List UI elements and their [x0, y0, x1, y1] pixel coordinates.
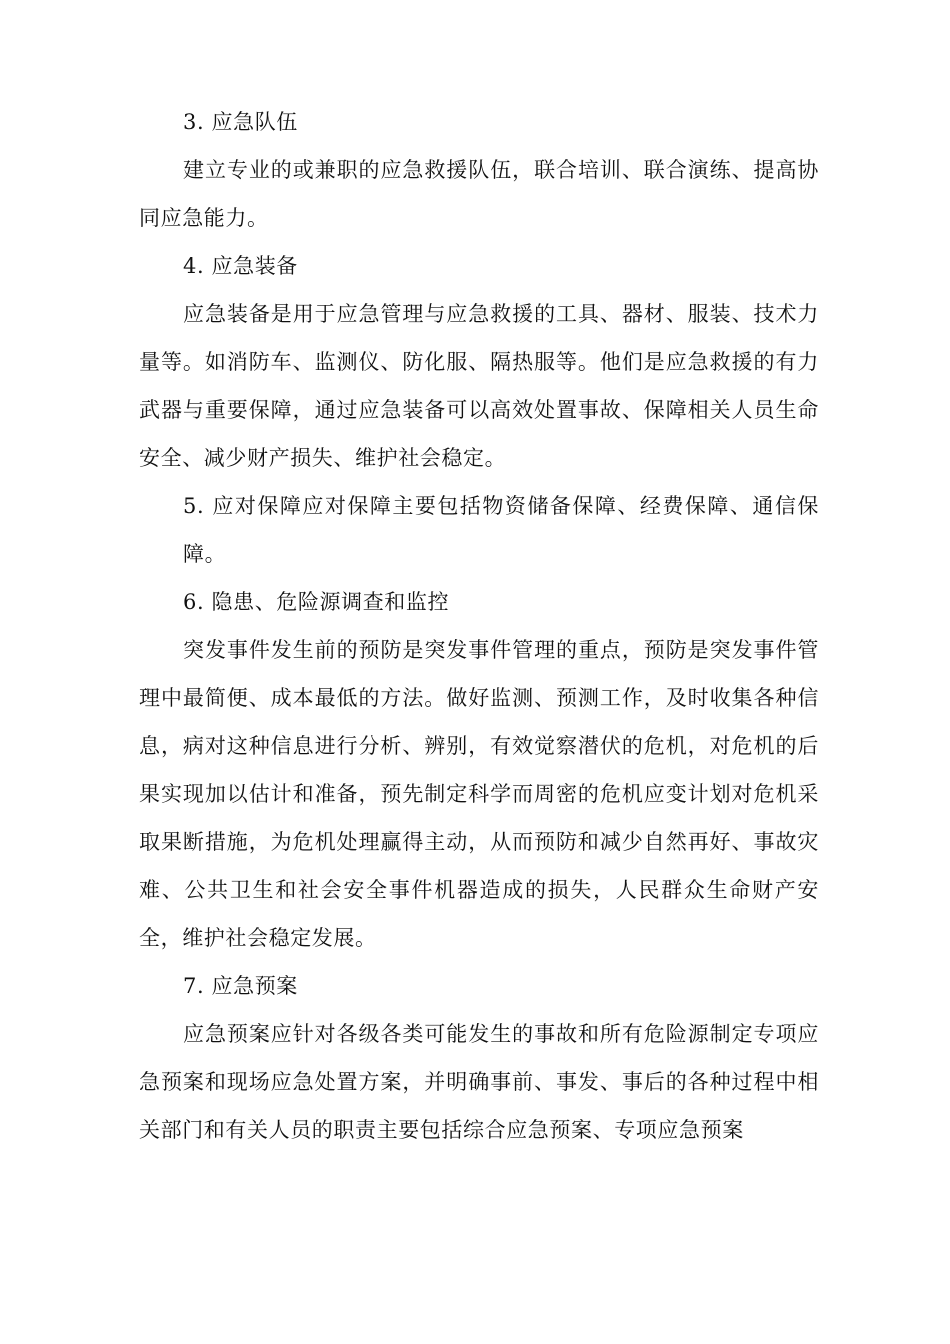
paragraph-hazard-monitoring: 突发事件发生前的预防是突发事件管理的重点，预防是突发事件管理中最简便、成本最低的方法。做好监测、预测工作，及时收集各种信息，病对这种信息进行分析、辨别，有效觉察潜伏的危机，对危机的后果实现加以估计和准备，预先制定科学而周密的危机应变计划对危机采取果断措施，为危机处理赢得主动，从而预防和减少自然再好、事故灾难、公共卫生和社会安全事件机器造成的损失，人民群众生命财产安全，维护社会稳定发展。 — [139, 638, 819, 950]
paragraph-emergency-plan: 应急预案应针对各级各类可能发生的事故和所有危险源制定专项应急预案和现场应急处置方案，并明确事前、事发、事后的各种过程中相关部门和有关人员的职责主要包括综合应急预案、专项应急预案 — [139, 1022, 819, 1142]
document-body — [139, 98, 819, 1154]
section-heading-response-support: 5. 应对保障应对保障主要包括物资储备保障、经费保障、通信保障。 — [183, 494, 819, 566]
section-heading-emergency-plan: 7. 应急预案 — [183, 974, 298, 998]
paragraph-emergency-equipment: 应急装备是用于应急管理与应急救援的工具、器材、服装、技术力量等。如消防车、监测仪、防化服、隔热服等。他们是应急救援的有力武器与重要保障，通过应急装备可以高效处置事故、保障相关人员生命安全、减少财产损失、维护社会稳定。 — [139, 302, 819, 470]
section-heading-hazard-monitoring: 6. 隐患、危险源调查和监控 — [183, 590, 450, 614]
section-heading-emergency-team: 3. 应急队伍 — [183, 110, 298, 134]
section-heading-emergency-equipment: 4. 应急装备 — [183, 254, 298, 278]
paragraph-emergency-team: 建立专业的或兼职的应急救援队伍，联合培训、联合演练、提高协同应急能力。 — [139, 158, 819, 230]
